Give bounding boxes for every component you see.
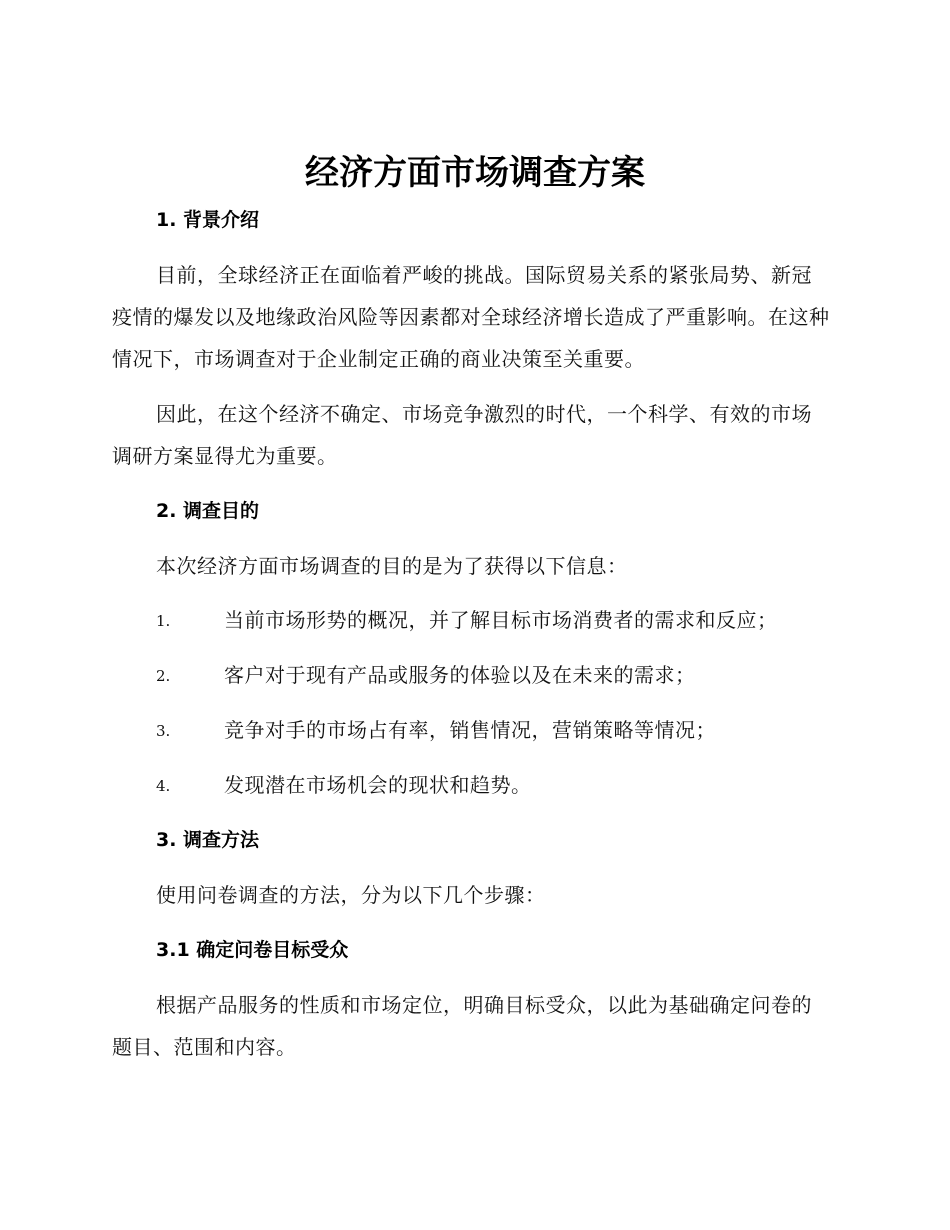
list-item-text: 竞争对手的市场占有率，销售情况，营销策略等情况； (224, 718, 716, 742)
paragraph-target-audience: 根据产品服务的性质和市场定位，明确目标受众，以此为基础确定问卷的题目、范围和内容。 (112, 993, 812, 1059)
section-heading-method: 3. 调查方法 (156, 829, 260, 851)
paragraph-method-lead: 使用问卷调查的方法，分为以下几个步骤： (156, 883, 546, 907)
list-item-text: 当前市场形势的概况，并了解目标市场消费者的需求和反应； (224, 608, 778, 632)
list-item-number: 1. (156, 612, 171, 630)
paragraph-background-1: 目前，全球经济正在面临着严峻的挑战。国际贸易关系的紧张局势、新冠疫情的爆发以及地缘政治风险等因素都对全球经济增长造成了严重影响。在这种情况下，市场调查对于企业制定正确的商业决策至关重要。 (112, 263, 830, 371)
paragraph-purpose-lead: 本次经济方面市场调查的目的是为了获得以下信息： (156, 554, 628, 578)
list-item-number: 4. (156, 777, 171, 795)
subsection-heading-target-audience: 3.1 确定问卷目标受众 (156, 939, 349, 961)
list-item-text: 客户对于现有产品或服务的体验以及在未来的需求； (224, 663, 696, 687)
list-item-number: 2. (156, 667, 171, 685)
paragraph-background-2: 因此，在这个经济不确定、市场竞争激烈的时代，一个科学、有效的市场调研方案显得尤为重要。 (112, 402, 812, 468)
section-heading-background: 1. 背景介绍 (156, 209, 260, 231)
section-heading-purpose: 2. 调查目的 (156, 500, 260, 522)
list-item-number: 3. (156, 722, 171, 740)
list-item-text: 发现潜在市场机会的现状和趋势。 (224, 773, 532, 797)
document-title: 经济方面市场调查方案 (305, 153, 645, 193)
